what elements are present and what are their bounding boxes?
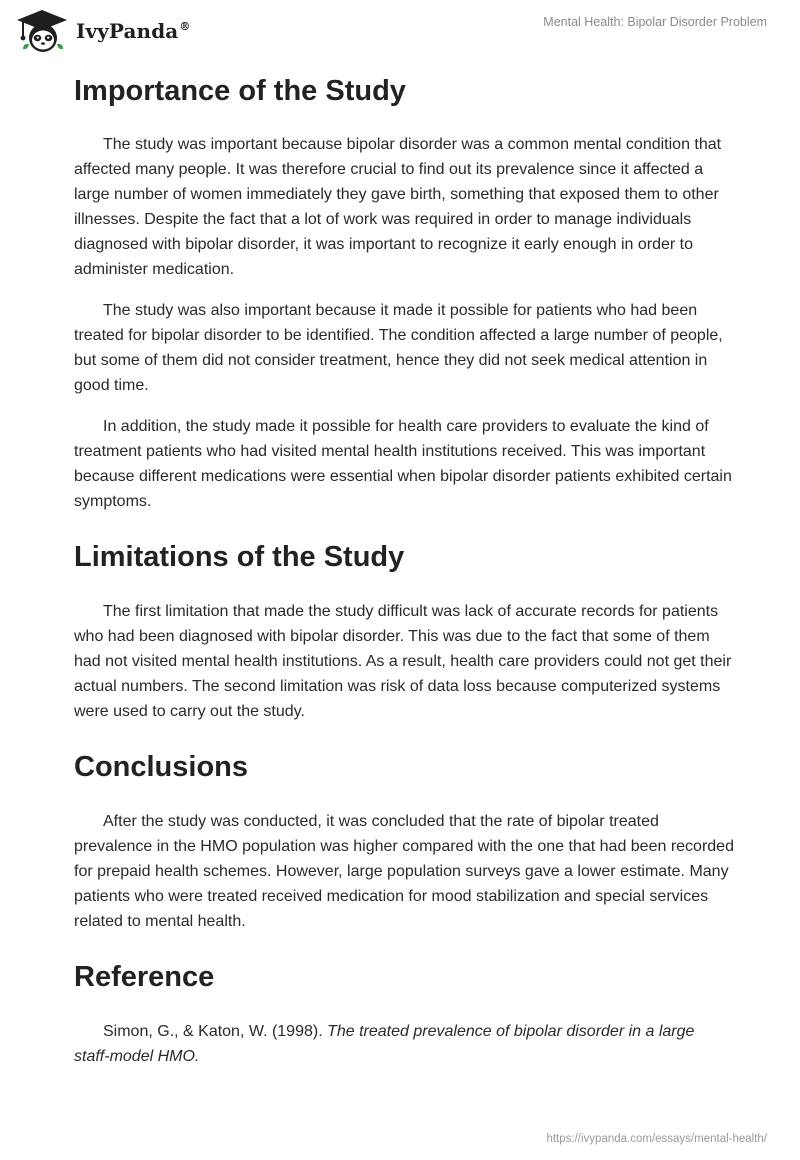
paragraph: The first limitation that made the study difficult was lack of accurate records for patients who had been diagnosed with bipolar disorder. This was due to the fact that some of them had not visited mental health institutions. As a result, health care providers could not get their actual numbers. The second limitation was risk of data loss because computerized systems were used to carry out the study. bbox=[74, 603, 732, 720]
paragraph: The study was important because bipolar disorder was a common mental condition that affected many people. It was therefore crucial to find out its prevalence since it affected a large number of women immediately they gave birth, something that exposed them to other illnesses. Despite the fact that a lot of work was required in order to manage individuals diagnosed with bipolar disorder, it was important to recognize it early enough in order to administer medication. bbox=[74, 136, 722, 278]
page-header bbox=[0, 0, 800, 62]
reference-entry bbox=[74, 1019, 734, 1069]
section-heading-importance: Importance of the Study bbox=[74, 75, 406, 107]
section-heading-reference: Reference bbox=[74, 961, 215, 993]
section-heading-limitations: Limitations of the Study bbox=[74, 541, 405, 573]
paragraph: After the study was conducted, it was concluded that the rate of bipolar treated prevalence in the HMO population was higher compared with the one that had been recorded for prepaid health schemes. However, large population surveys gave a lower estimate. Many patients who were treated received medication for mood stabilization and special services related to mental health. bbox=[74, 813, 734, 930]
reference-title: The treated prevalence of bipolar disorder in a large staff-model HMO. bbox=[74, 1023, 695, 1065]
paragraph: The study was also important because it made it possible for patients who had been treated for bipolar disorder to be identified. The condition affected a large number of people, but some of them did not consider treatment, hence they did not seek medical attention in good time. bbox=[74, 302, 723, 394]
essay-content bbox=[74, 71, 734, 1069]
essay-title: Mental Health: Bipolar Disorder Problem bbox=[543, 15, 767, 29]
brand-name: IvyPanda® bbox=[76, 19, 191, 43]
section-heading-conclusions: Conclusions bbox=[74, 751, 249, 783]
panda-graduate-icon bbox=[13, 8, 71, 54]
reference-authors: Simon, G., & Katon, W. (1998). bbox=[103, 1023, 328, 1040]
paragraph: In addition, the study made it possible for health care providers to evaluate the kind of treatment patients who had visited mental health institutions received. This was important because different medications were essential when bipolar disorder patients exhibited certain symptoms. bbox=[74, 418, 732, 510]
brand-logo[interactable] bbox=[13, 8, 190, 54]
footer-url[interactable]: https://ivypanda.com/essays/mental-health/ bbox=[546, 1133, 767, 1145]
